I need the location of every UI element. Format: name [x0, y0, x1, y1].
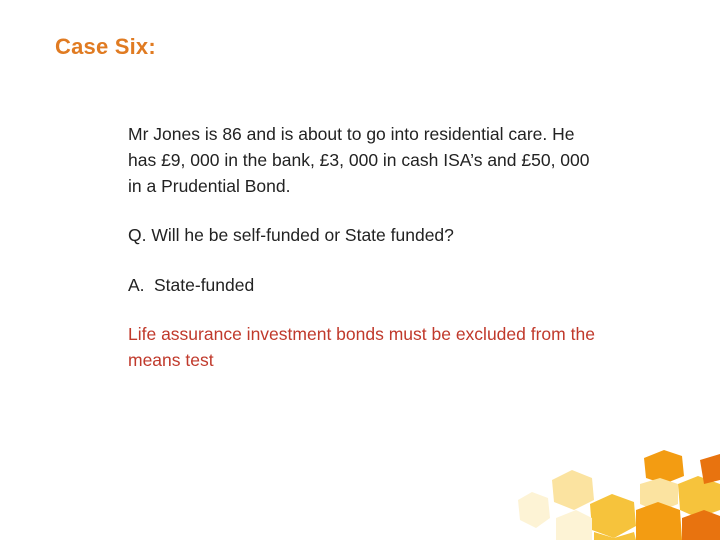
hexagon-orange-top — [644, 450, 684, 484]
explanation-note: Life assurance investment bonds must be excluded from the means test — [128, 324, 595, 370]
hexagon-pale-bottom — [556, 510, 592, 540]
slide-title: Case Six: — [55, 34, 156, 59]
answer-text: State-funded — [154, 275, 255, 295]
hexagon-yellow-center — [590, 494, 636, 538]
case-scenario-text: Mr Jones is 86 and is about to go into residential care. He has £9, 000 in the bank, £3, 000 in cash ISA’s and £50, 000 in a Prudential Bond. — [128, 124, 590, 196]
hexagon-yellow-right — [678, 476, 720, 518]
hexagon-light-yellow — [552, 470, 594, 510]
honeycomb-decoration — [500, 440, 720, 540]
hexagon-orange-bottom — [636, 502, 682, 540]
answer-line — [128, 272, 598, 298]
question-text: Q. Will he be self-funded or State funded? — [128, 225, 454, 245]
hexagon-pale-left — [518, 492, 550, 528]
answer-prefix: A. — [128, 275, 145, 295]
hexagon-deep-orange-bottom — [682, 510, 720, 540]
